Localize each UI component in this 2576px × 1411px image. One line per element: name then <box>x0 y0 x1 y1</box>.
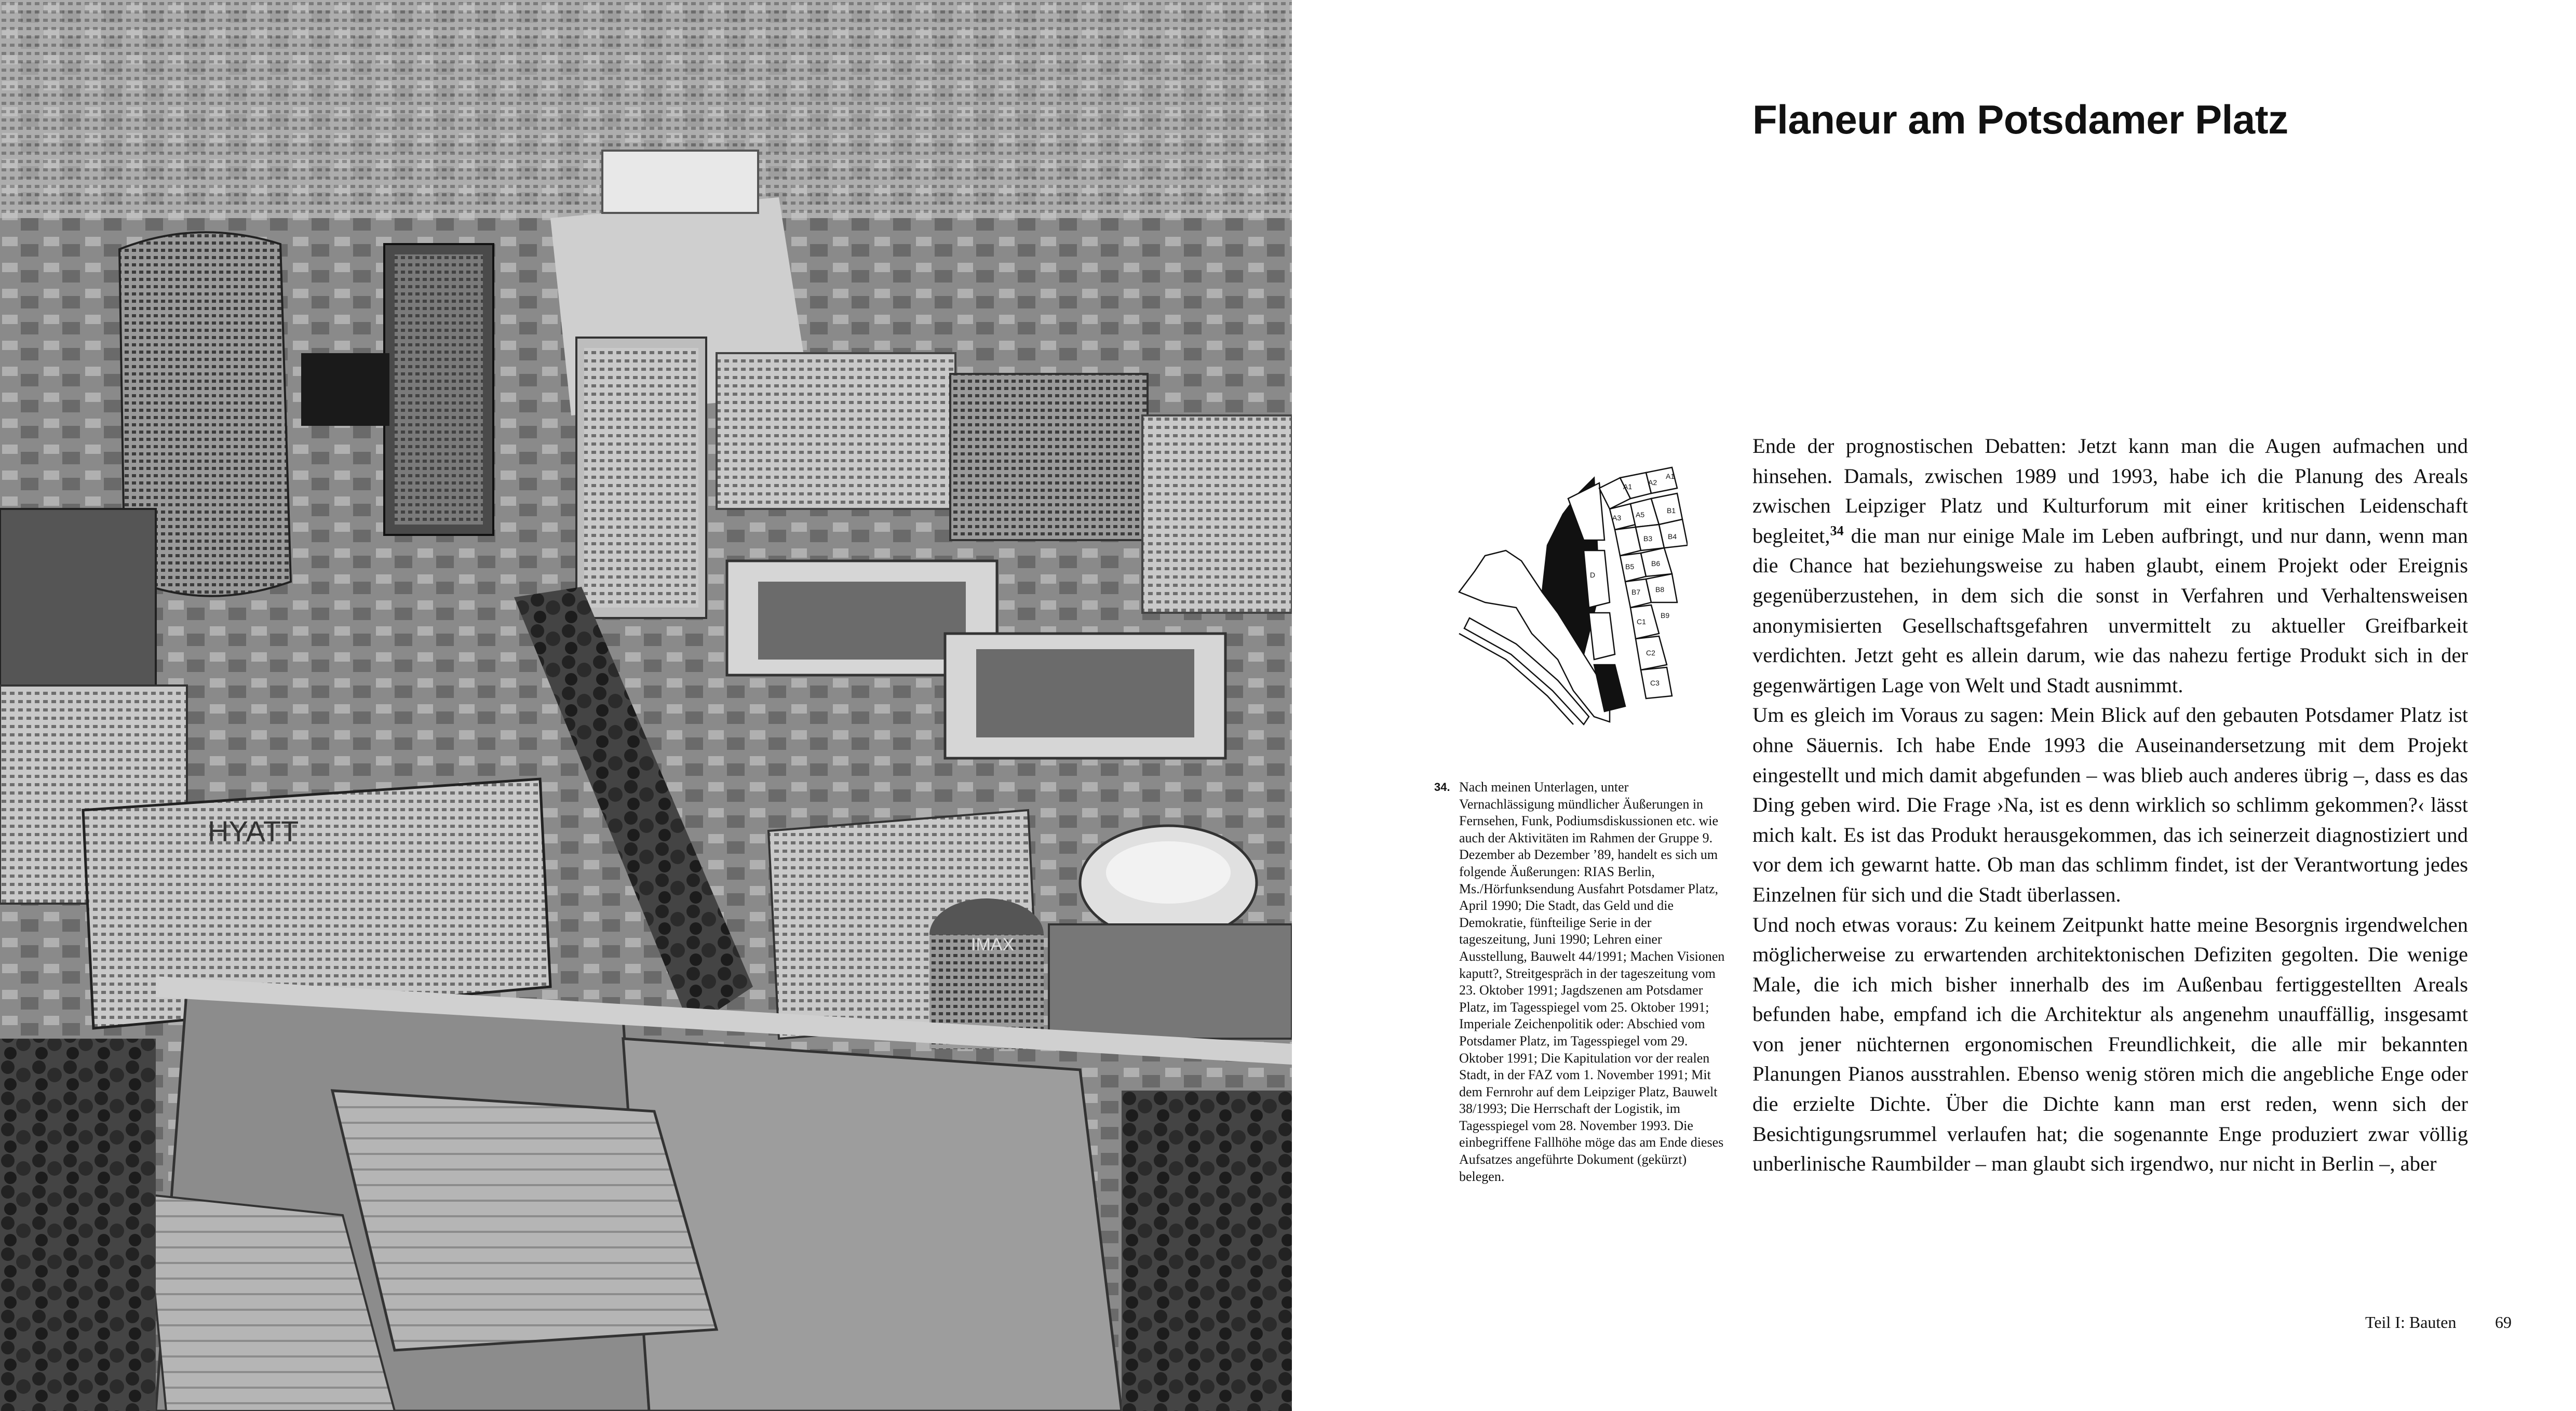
footnote-text: Nach meinen Unterlagen, unter Vernachlässigung mündlicher Äußerungen in Fernsehen, Funk, Podiumsdiskussionen etc. wie auch der Aktivitäten im Rahmen der Gruppe 9. Dezember ab Dezember ’89, handelt es sich um folgende Äußerungen: RIAS Berlin, Ms./Hörfunksendung Ausfahrt Potsdamer Platz, April 1990; Die Stadt, das Geld und die Demokratie, fünfteilige Serie in der tageszeitung, Juni 1990; Lehren einer Ausstellung, Bauwelt 44/1991; Machen Visionen kaputt?, Streitgespräch in der tageszeitung vom 23. Oktober 1991; Jagdszenen am Potsdamer Platz, im Tagesspiegel vom 25. Oktober 1991; Imperiale Zeichenpolitik oder: Abschied vom Potsdamer Platz, im Tagesspiegel vom 29. Oktober 1991; Die Kapitulation vor der realen Stadt, in der FAZ vom 1. November 1991; Mit dem Fernrohr auf dem Leipziger Platz, Bauwelt 38/1993; Die Herrschaft der Logistik, im Tagesspiegel vom 28. November 1993. Die einbegriffene Fallhöhe möge das am Ende dieses Aufsatzes angeführte Dokument (gekürzt) belegen. <box>1459 780 1725 1184</box>
plan-label: A3 <box>1612 514 1622 522</box>
imax-sign: IMAX <box>971 935 1015 955</box>
footnote-number: 34. <box>1434 781 1450 794</box>
plan-label: C2 <box>1646 649 1655 657</box>
page-number: 69 <box>2495 1313 2512 1332</box>
plan-label: C1 <box>1637 617 1646 626</box>
paragraph-1 <box>1752 431 2468 700</box>
footnote-34 <box>1434 779 1725 1185</box>
plan-label: A1 <box>1666 472 1675 480</box>
plan-label: B8 <box>1655 585 1665 594</box>
plan-label: A2 <box>1648 478 1657 487</box>
paragraph-2: Um es gleich im Voraus zu sagen: Mein Blick auf den gebauten Potsdamer Platz ist ohne Säuernis. Ich habe Ende 1993 die Auseinandersetzung mit dem Projekt eingestellt und mich damit abgefunden – was blieb auch anderes übrig –, dass es das Ding geben wird. Die Frage ›Na, ist es denn wirklich so schlimm gekommen?‹ lässt mich kalt. Es ist das Produkt herausgekommen, das ich seinerzeit diagnostiziert und vor dem ich gewarnt hatte. Ob man das schlimm findet, ist der Verantwortung jedes Einzelnen für sich und die Stadt überlassen. <box>1752 703 2468 906</box>
plan-label: B3 <box>1643 534 1653 543</box>
footnote-reference[interactable]: 34 <box>1830 523 1844 539</box>
running-footer: Teil I: Bauten <box>2365 1313 2457 1332</box>
plan-label: D <box>1590 571 1596 579</box>
plan-label: B7 <box>1631 588 1641 596</box>
plan-label: B1 <box>1667 506 1676 515</box>
hyatt-sign: HYATT <box>208 815 299 848</box>
chapter-title: Flaneur am Potsdamer Platz <box>1752 97 2288 142</box>
paragraph-1-start: Ende der prognostischen Debatten: Jetzt kann man die Augen aufmachen und hinsehen. Damals, zwischen 1989 und 1993, habe ich die Planung des Areals zwischen Leipziger Platz und Kulturforum mit einer kritischen Leidenschaft begleitet, <box>1752 434 2468 547</box>
plan-label: C3 <box>1650 679 1660 687</box>
plan-label: B5 <box>1625 562 1635 571</box>
plan-label: B6 <box>1651 559 1661 568</box>
plan-label: B4 <box>1668 532 1677 541</box>
paragraph-3: Und noch etwas voraus: Zu keinem Zeitpunkt hatte meine Besorgnis irgendwelchen möglicherweise zu erwartenden architektonischen Defiziten gegolten. Die wenige Male, die ich mich bisher innerhalb des im Außenbau fertiggestellten Areals befunden habe, empfand ich die Architektur als angenehm unauffällig, insgesamt von jener nüchternen ergonomischen Freundlichkeit, die alle mir bekannten Planungen Pianos ausstrahlen. Ebenso wenig stören mich die angebliche Enge oder die erzielte Dichte. Über die Dichte kann man erst reden, wenn sich der Besichtigungsrummel verlaufen hat; die sogenannte Enge produziert zwar völlig unberlinische Raumbilder – man glaubt sich irgendwo, nur nicht in Berlin –, aber <box>1752 912 2468 1176</box>
plan-label: A1 <box>1623 482 1633 491</box>
site-plan-diagram <box>1454 436 1688 727</box>
paragraph-1-end: die man nur einige Male im Leben aufbringt, und nur dann, wenn man die Chance hat beziehungsweise zu haben glaubt, einem Projekt oder Ereignis gegenüberzustehen, in dem sich die sonst in Verfahren und Verhaltensweisen anonymisierten Gesellschaftsgefahren unvermittelt zu aktueller Greifbarkeit verdichten. Jetzt geht es allein darum, wie das nahezu fertige Produkt sich in der gegenwärtigen Lage von Welt und Stadt ausnimmt. <box>1752 523 2468 697</box>
body-text <box>1752 431 2468 1179</box>
plan-label: A5 <box>1636 510 1645 519</box>
plan-label: B9 <box>1661 611 1670 620</box>
